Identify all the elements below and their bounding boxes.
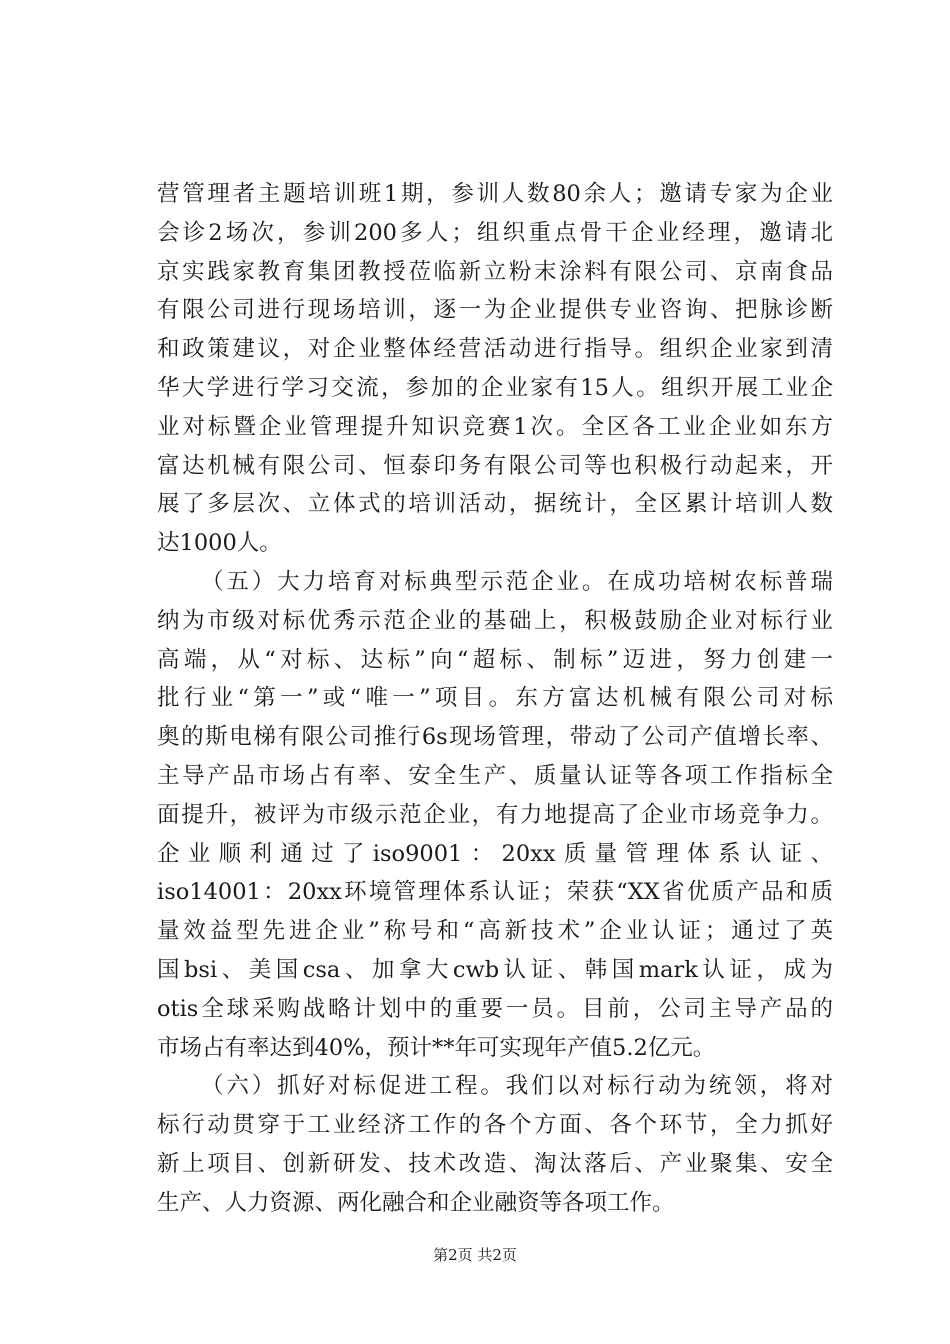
text-line: otis全球采购战略计划中的重要一员。目前，公司主导产品的 <box>157 995 833 1022</box>
text-line: 国bsi、美国csa、加拿大cwb认证、韩国mark认证，成为 <box>157 956 833 983</box>
text-line: 华大学进行学习交流，参加的企业家有15人。组织开展工业企 <box>157 374 833 401</box>
text-line: 批行业“第一”或“唯一”项目。东方富达机械有限公司对标 <box>157 685 833 712</box>
text-line: 高端，从“对标、达标”向“超标、制标”迈进，努力创建一 <box>157 646 833 673</box>
text-line: 标行动贯穿于工业经济工作的各个方面、各个环节，全力抓好 <box>157 1112 833 1139</box>
text-line: 奥的斯电梯有限公司推行6s现场管理，带动了公司产值增长率、 <box>157 724 833 751</box>
text-line: 京实践家教育集团教授莅临新立粉末涂料有限公司、京南食品 <box>157 258 833 285</box>
text-line: 业对标暨企业管理提升知识竞赛1次。全区各工业企业如东方 <box>157 413 833 440</box>
text-line: 富达机械有限公司、恒泰印务有限公司等也积极行动起来，开 <box>157 452 833 479</box>
text-line: 主导产品市场占有率、安全生产、质量认证等各项工作指标全 <box>157 762 833 789</box>
text-line: 纳为市级对标优秀示范企业的基础上，积极鼓励企业对标行业 <box>157 607 833 634</box>
text-line: 有限公司进行现场培训，逐一为企业提供专业咨询、把脉诊断 <box>157 297 833 324</box>
text-line: 展了多层次、立体式的培训活动，据统计，全区累计培训人数 <box>157 491 833 518</box>
section-heading-line: （五）大力培育对标典型示范企业。在成功培树农标普瑞 <box>201 568 833 595</box>
text-line: iso14001：20xx环境管理体系认证；荣获“XX省优质产品和质 <box>157 879 833 906</box>
text-line: 会诊2场次，参训200多人；组织重点骨干企业经理，邀请北 <box>157 219 833 246</box>
text-line: 面提升，被评为市级示范企业，有力地提高了企业市场竞争力。 <box>157 801 833 828</box>
text-line: 达1000人。 <box>157 530 282 557</box>
text-line: 市场占有率达到40%，预计**年可实现年产值5.2亿元。 <box>157 1034 716 1061</box>
section-heading-line: （六）抓好对标促进工程。我们以对标行动为统领，将对 <box>201 1073 833 1100</box>
page-number-footer: 第2页 共2页 <box>433 1246 517 1264</box>
text-line: 和政策建议，对企业整体经营活动进行指导。组织企业家到清 <box>157 336 833 363</box>
text-line: 新上项目、创新研发、技术改造、淘汰落后、产业聚集、安全 <box>157 1150 833 1177</box>
text-line: 营管理者主题培训班1期，参训人数80余人；邀请专家为企业 <box>157 181 833 207</box>
text-line: 企业顺利通过了iso9001：20xx质量管理体系认证、 <box>157 840 833 867</box>
body-text <box>157 175 833 1223</box>
text-line: 生产、人力资源、两化融合和企业融资等各项工作。 <box>157 1189 675 1216</box>
text-line: 量效益型先进企业”称号和“高新技术”企业认证；通过了英 <box>157 918 833 945</box>
